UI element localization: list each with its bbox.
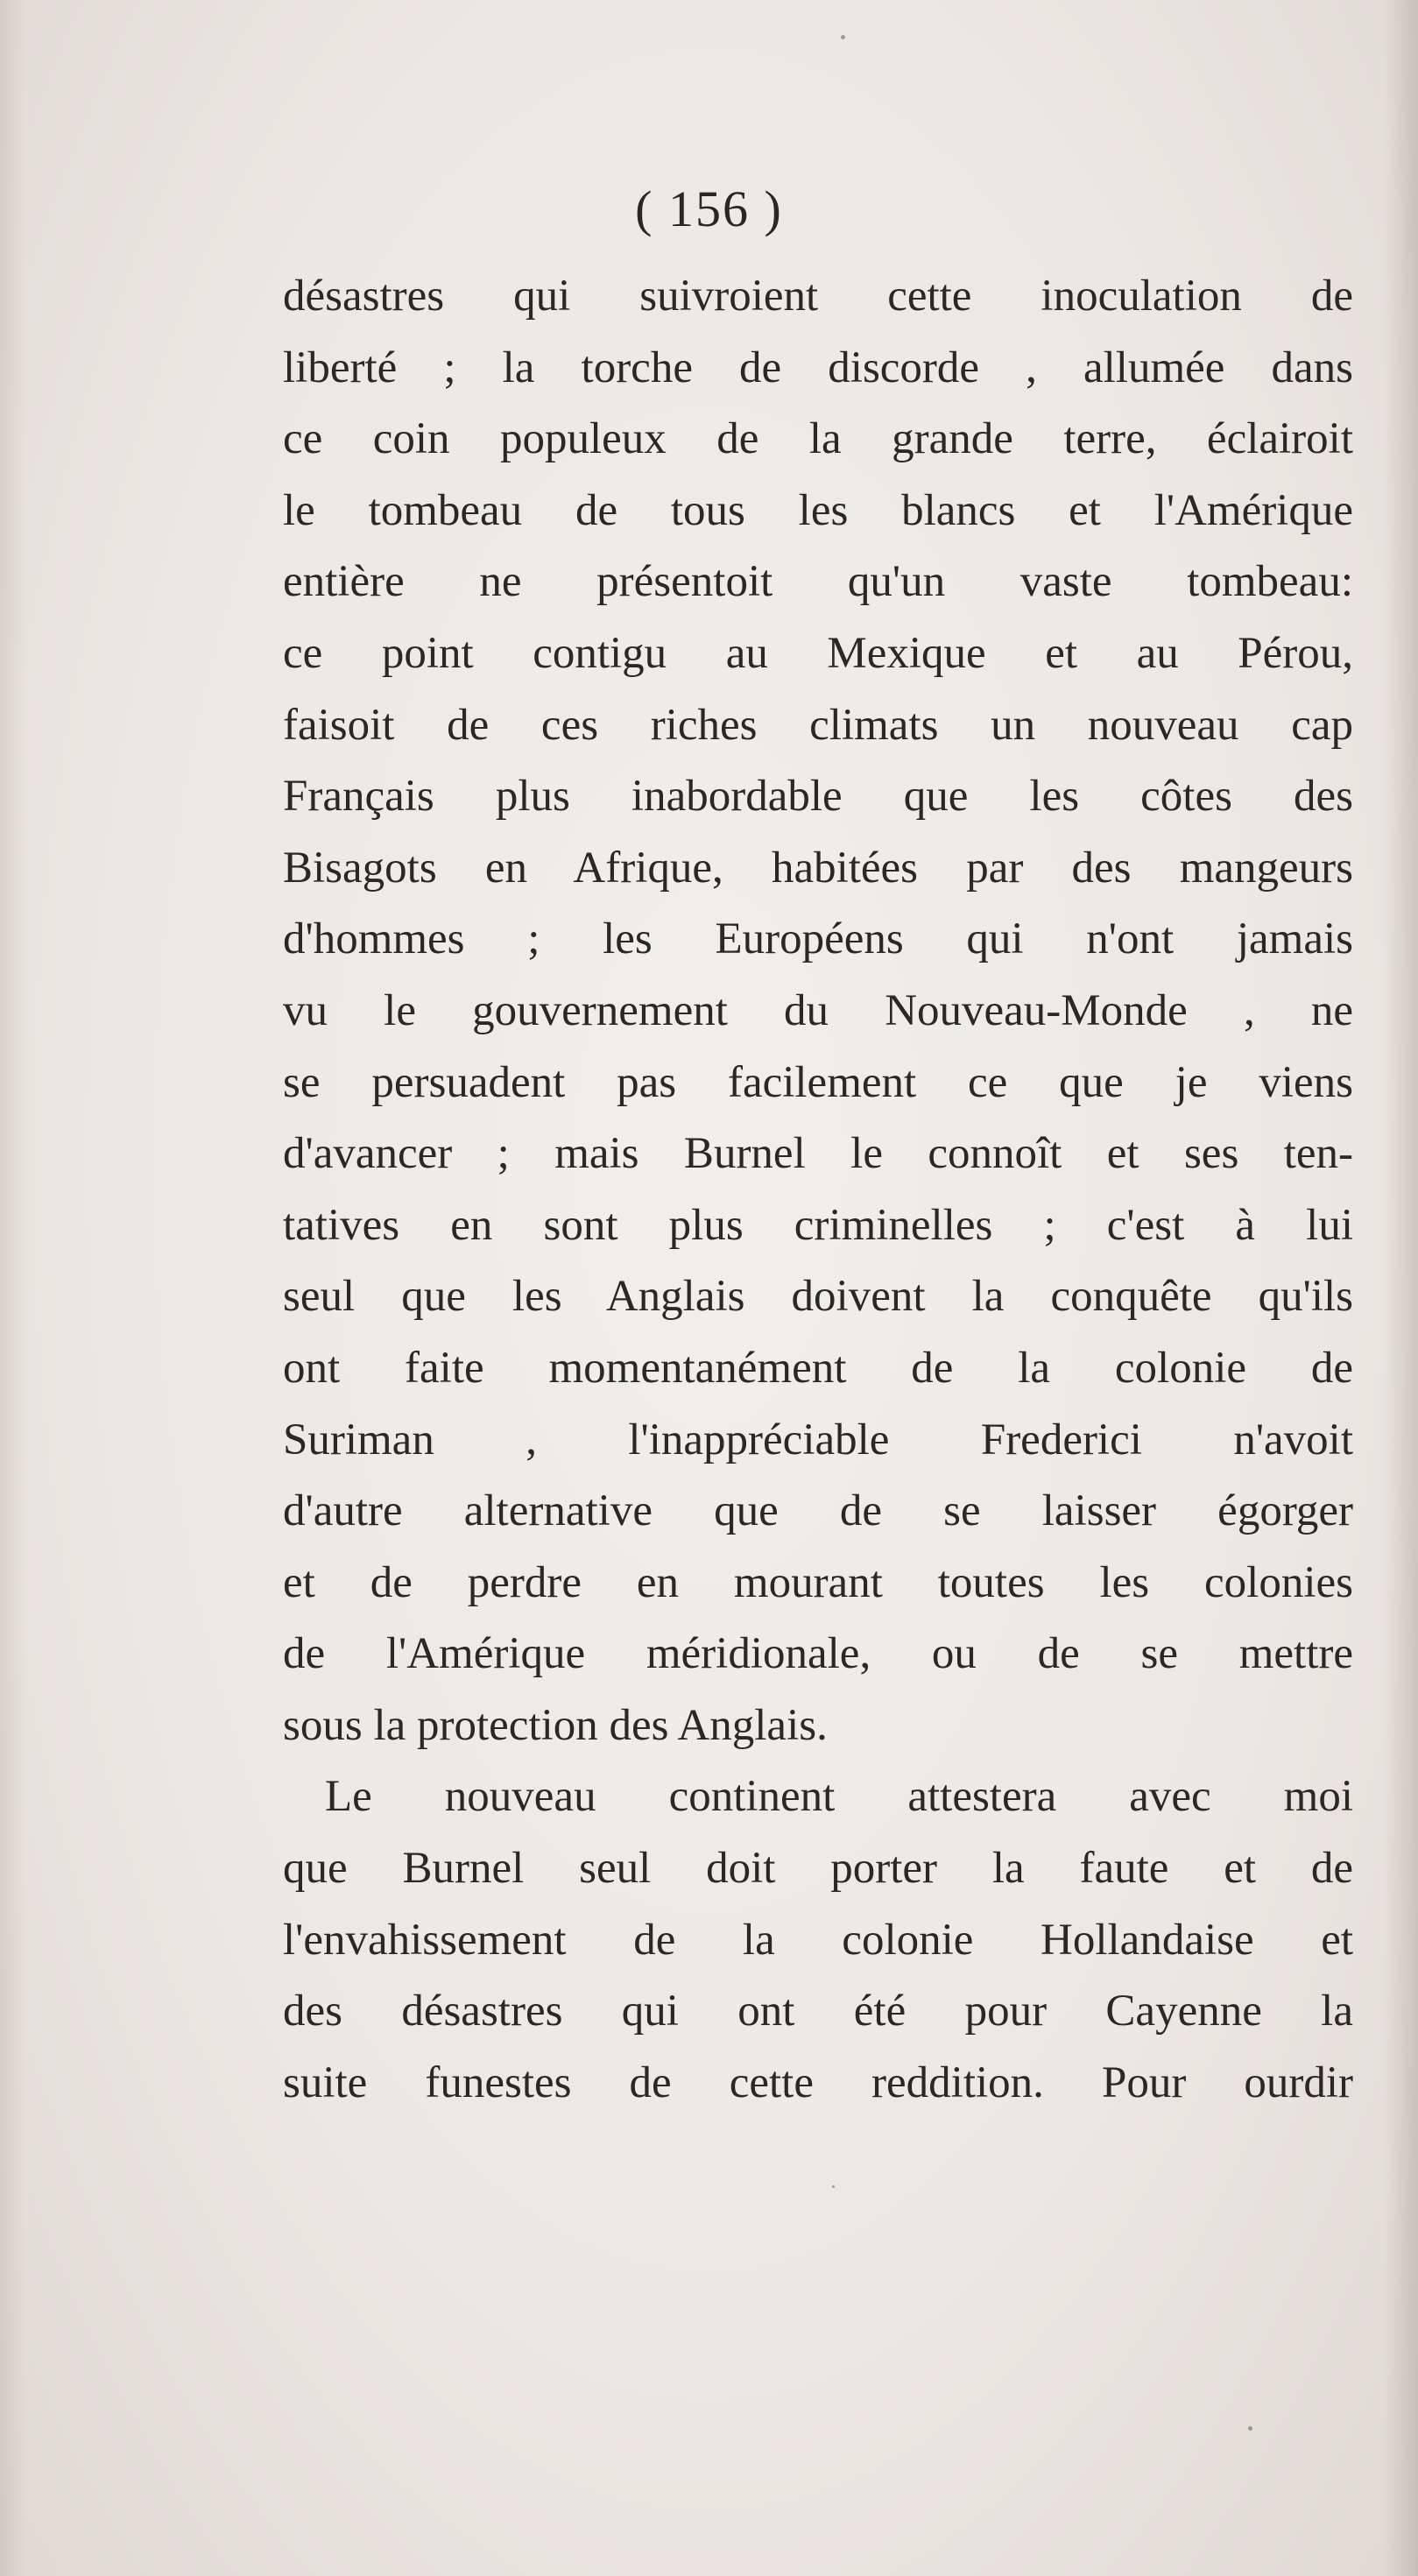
text-line: tatives en sont plus criminelles ; c'est à lui	[283, 1200, 1353, 1250]
text-line: d'hommes ; les Européens qui n'ont jamais	[283, 914, 1353, 964]
text-line: ce point contigu au Mexique et au Pérou,	[283, 628, 1353, 678]
page-left-shadow	[0, 0, 26, 2576]
text-line: d'autre alternative que de se laisser égorger	[283, 1486, 1353, 1536]
text-line: suite funestes de cette reddition. Pour ourdir	[283, 2057, 1353, 2107]
text-line-paragraph-start: Le nouveau continent attestera avec moi	[325, 1772, 1353, 1822]
paper-speck	[841, 35, 845, 39]
text-line: le tombeau de tous les blancs et l'Amérique	[283, 485, 1353, 535]
text-line: entière ne présentoit qu'un vaste tombeau:	[283, 557, 1353, 607]
text-line: liberté ; la torche de discorde , allumée dans	[283, 342, 1353, 392]
text-line: Bisagots en Afrique, habitées par des mangeurs	[283, 843, 1353, 893]
text-line-paragraph-end: sous la protection des Anglais.	[283, 1700, 828, 1750]
page-number: ( 156 )	[635, 180, 783, 237]
text-line: seul que les Anglais doivent la conquête qu'ils	[283, 1272, 1353, 1322]
paper-speck	[1248, 2426, 1252, 2431]
text-line: Français plus inabordable que les côtes des	[283, 772, 1353, 822]
text-line: vu le gouvernement du Nouveau-Monde , ne	[283, 985, 1353, 1035]
text-line: ont faite momentanément de la colonie de	[283, 1343, 1353, 1393]
text-line: se persuadent pas facilement ce que je viens	[283, 1057, 1353, 1107]
text-line: d'avancer ; mais Burnel le connoît et ses ten-	[283, 1129, 1353, 1179]
text-line: des désastres qui ont été pour Cayenne la	[283, 1987, 1353, 2036]
page-right-shadow	[1383, 0, 1418, 2576]
text-line: l'envahissement de la colonie Hollandaise et	[283, 1915, 1353, 1965]
text-line: et de perdre en mourant toutes les colonies	[283, 1557, 1353, 1607]
text-line: ce coin populeux de la grande terre, éclairoit	[283, 414, 1353, 464]
text-line: de l'Amérique méridionale, ou de se mettre	[283, 1629, 1353, 1679]
text-line: désastres qui suivroient cette inoculation de	[283, 272, 1353, 321]
text-line: faisoit de ces riches climats un nouveau cap	[283, 700, 1353, 750]
paper-speck	[832, 2185, 835, 2188]
text-line: Suriman , l'inappréciable Frederici n'avoit	[283, 1415, 1353, 1464]
body-text	[283, 261, 1353, 2119]
text-line: que Burnel seul doit porter la faute et de	[283, 1844, 1353, 1894]
